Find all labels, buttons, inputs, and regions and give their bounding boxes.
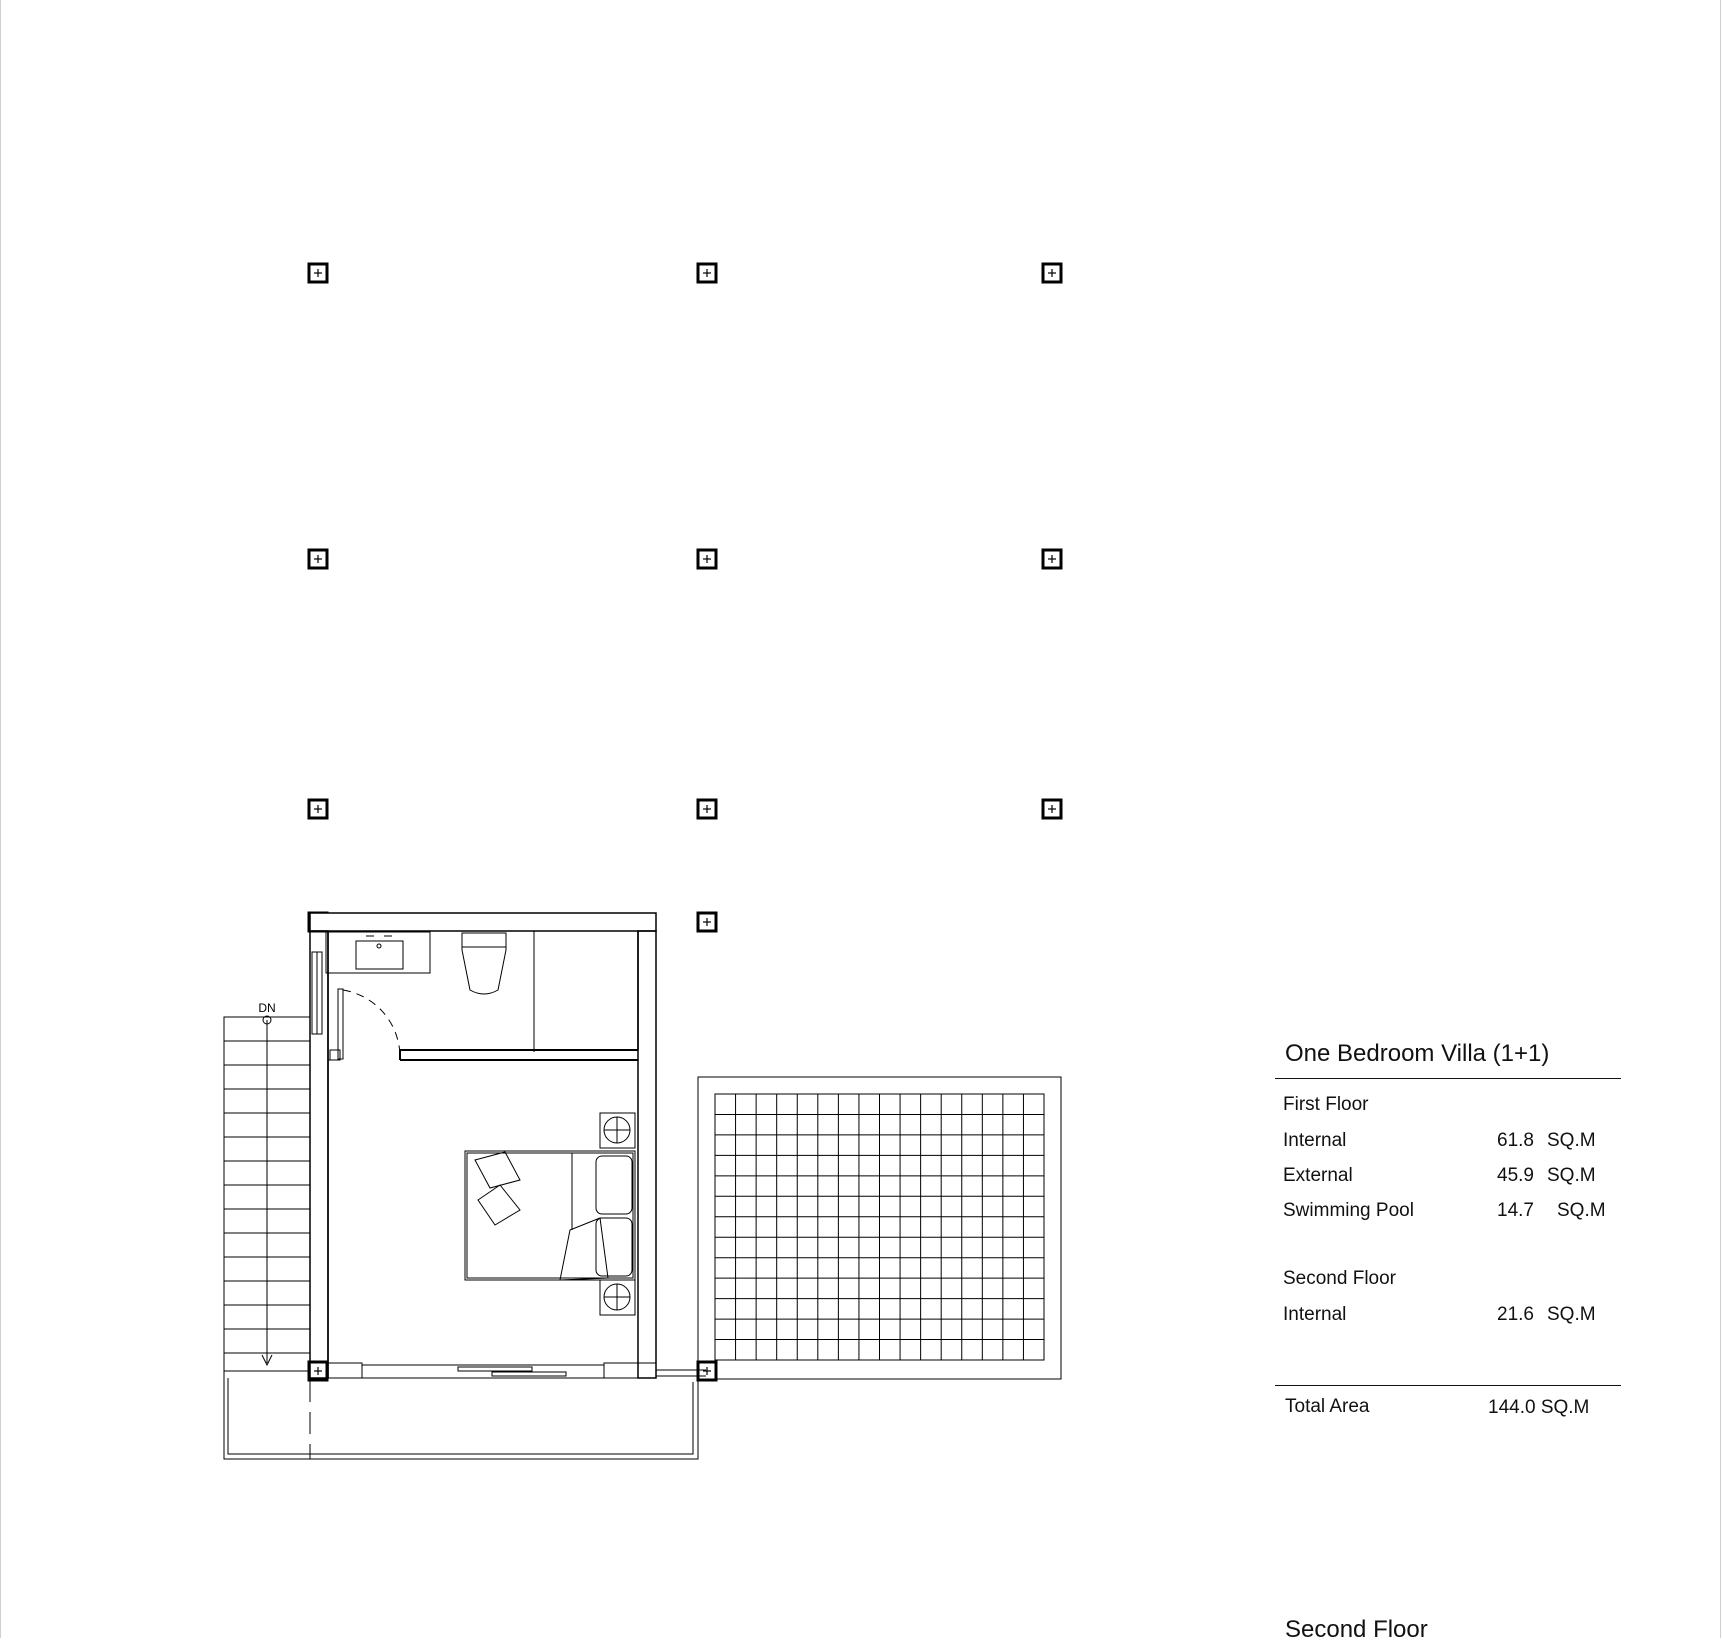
first-floor-external-unit: SQ.M (1547, 1165, 1596, 1186)
column-marker-icon (1043, 264, 1061, 282)
stair-dn-label: DN (258, 1001, 276, 1015)
cushion (478, 1185, 520, 1225)
first-floor-pool-label: Swimming Pool (1283, 1200, 1414, 1221)
first-floor-heading: First Floor (1283, 1094, 1369, 1115)
toilet (462, 933, 506, 994)
column-marker-icon (698, 913, 716, 931)
second-floor-internal-label: Internal (1283, 1304, 1347, 1325)
column-marker-icon (1043, 800, 1061, 818)
swimming-pool (698, 1077, 1061, 1379)
west-window (312, 952, 322, 1034)
first-floor-pool-unit: SQ.M (1557, 1200, 1606, 1221)
first-floor-internal-unit: SQ.M (1547, 1130, 1596, 1151)
west-wall (310, 931, 328, 1378)
blanket-fold (560, 1218, 608, 1280)
wall-stub (604, 1363, 656, 1378)
bathroom (326, 931, 638, 1060)
column-marker-icon (309, 550, 327, 568)
first-floor-internal-label: Internal (1283, 1130, 1347, 1151)
bath-door-leaf (338, 989, 343, 1059)
south-wall-door (310, 1363, 706, 1378)
sink-basin (356, 941, 403, 969)
column-marker-icon (309, 264, 327, 282)
faucet (377, 944, 381, 948)
first-floor-external-label: External (1283, 1165, 1353, 1186)
cushion (475, 1152, 520, 1188)
east-wall (638, 931, 656, 1378)
door-swing-arc (343, 990, 400, 1058)
second-floor-internal-value: 21.6 (1497, 1304, 1534, 1325)
second-floor-plan-title: Second Floor (1285, 1616, 1428, 1643)
column-markers (309, 264, 1061, 1380)
column-marker-icon (698, 800, 716, 818)
column-marker-icon (1043, 550, 1061, 568)
title-divider (1275, 1078, 1621, 1079)
pillow (596, 1156, 632, 1214)
schedule-title: One Bedroom Villa (1+1) (1285, 1040, 1550, 1067)
staircase (224, 1001, 310, 1371)
north-wall (310, 913, 656, 931)
vanity-counter (326, 932, 430, 973)
column-marker-icon (698, 1362, 716, 1380)
sliding-panel (492, 1372, 566, 1376)
building-walls (310, 913, 656, 1378)
column-marker-icon (309, 800, 327, 818)
column-marker-icon (698, 550, 716, 568)
terrace (224, 1371, 698, 1459)
column-marker-icon (698, 264, 716, 282)
first-floor-external-value: 45.9 (1497, 1165, 1534, 1186)
pool-tile-grid (715, 1094, 1044, 1360)
first-floor-pool-value: 14.7 (1497, 1200, 1534, 1221)
bed (465, 1151, 635, 1280)
sliding-panel (458, 1367, 532, 1371)
total-area-value: 144.0 SQ.M (1488, 1397, 1590, 1418)
terrace-outline (224, 1371, 698, 1459)
total-area-label: Total Area (1285, 1396, 1370, 1417)
total-divider (1275, 1385, 1621, 1386)
bedroom-furniture (465, 1113, 635, 1315)
second-floor-internal-unit: SQ.M (1547, 1304, 1596, 1325)
first-floor-internal-value: 61.8 (1497, 1130, 1534, 1151)
second-floor-heading: Second Floor (1283, 1268, 1397, 1289)
